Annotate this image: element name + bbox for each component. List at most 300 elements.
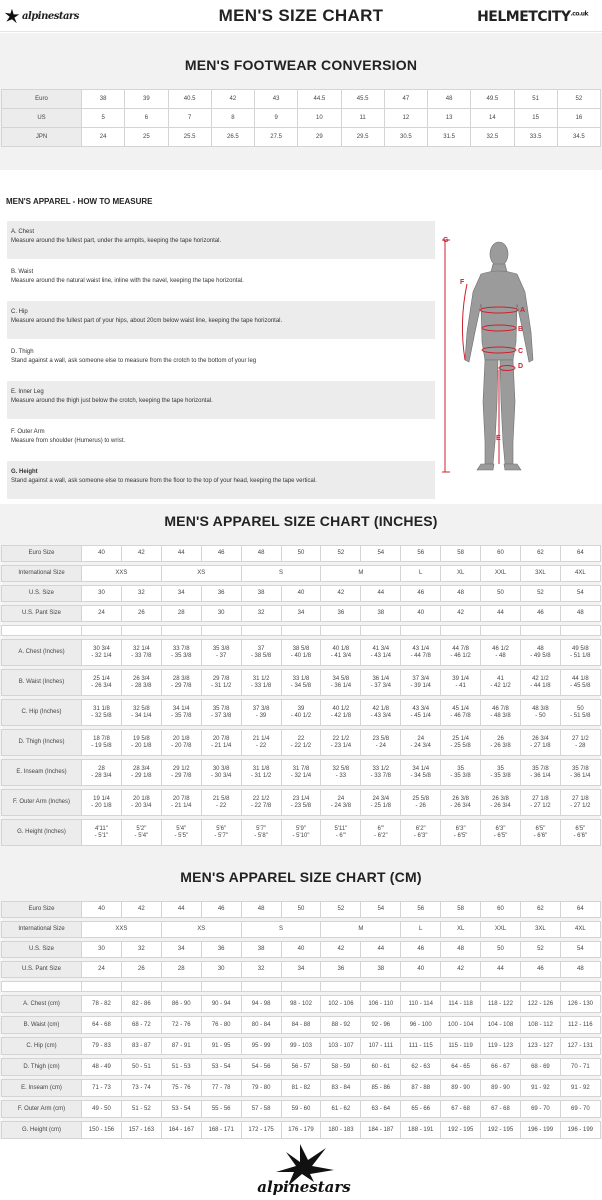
table-cell: [161, 760, 201, 786]
table-cell: 29: [298, 128, 341, 147]
range-end: - 20 3/4: [131, 802, 152, 809]
range-start: 40 1/2: [332, 705, 350, 712]
table-cell: [401, 730, 441, 756]
range-end: - 5'8": [254, 832, 268, 839]
range-start: 45 1/4: [452, 705, 469, 712]
range-start: 28 3/8: [172, 675, 190, 682]
row-header: F. Outer Arm (Inches): [2, 790, 82, 816]
row-header: B. Waist (cm): [2, 1017, 82, 1034]
measure-item-desc: Stand against a wall, ask someone else to measure from the crotch to the bottom of your leg: [11, 358, 257, 364]
table-cell: 30: [201, 606, 241, 622]
table-cell: 11: [341, 109, 384, 128]
table-cell: [241, 670, 281, 696]
table-cell: [321, 700, 361, 726]
table-cell: 50 - 51: [121, 1059, 161, 1076]
range-end: - 24 3/8: [330, 802, 352, 809]
range-start: 35 3/8: [212, 645, 230, 652]
range-end: - 5'10": [292, 832, 310, 839]
table-cell: [241, 790, 281, 816]
table-cell: 36: [201, 586, 241, 602]
table-cell: [281, 730, 321, 756]
range-end: - 33: [335, 772, 347, 779]
range-start: 48: [537, 645, 544, 652]
range-start: 46 1/2: [492, 645, 509, 652]
table-cell: 115 - 119: [441, 1038, 481, 1055]
range-start: 28 3/4: [133, 765, 150, 772]
table-cell: [201, 820, 241, 846]
table-cell: 126 - 130: [560, 996, 600, 1013]
cm-title: MEN'S APPAREL SIZE CHART (CM): [180, 869, 422, 885]
table-cell: 60 - 61: [361, 1059, 401, 1076]
range-start: 20 1/8: [133, 795, 150, 802]
row-header: C. Hip (Inches): [2, 700, 82, 726]
table-cell: 87 - 91: [161, 1038, 201, 1055]
table-cell: 70 - 71: [560, 1059, 600, 1076]
range-end: - 37 3/8: [210, 712, 232, 719]
table-cell: [520, 700, 560, 726]
row-header: E. Inseam (Inches): [2, 760, 82, 786]
table-cell: 54: [560, 586, 600, 602]
table-cell: 103 - 107: [321, 1038, 361, 1055]
empty-cell: [121, 982, 161, 992]
range-start: 5'6": [216, 825, 227, 832]
table-cell: 52: [557, 90, 600, 109]
table-cell: [441, 820, 481, 846]
range-start: 35 7/8: [212, 705, 230, 712]
table-cell: [361, 670, 401, 696]
table-row: [2, 586, 601, 602]
table-cell: 127 - 131: [560, 1038, 600, 1055]
range-start: 24: [417, 735, 425, 742]
range-end: - 40 1/2: [290, 712, 312, 719]
table-cell: 68 - 72: [121, 1017, 161, 1034]
table-cell: 30: [201, 962, 241, 978]
range-end: - 20 1/8: [131, 742, 152, 749]
range-start: 26 3/4: [532, 735, 549, 742]
table-cell: 58 - 59: [321, 1059, 361, 1076]
table-cell: 4XL: [560, 566, 600, 582]
range-end: - 35 3/8: [450, 772, 471, 779]
range-end: - 6'6": [533, 832, 548, 839]
range-end: - 28 3/4: [91, 772, 112, 779]
table-cell: 99 - 103: [281, 1038, 321, 1055]
table-row: [2, 546, 601, 562]
table-cell: 38: [82, 90, 125, 109]
table-cell: [560, 790, 600, 816]
table-cell: [321, 790, 361, 816]
footer-wordmark: alpinestars: [257, 1178, 351, 1196]
table-cell: 94 - 98: [241, 996, 281, 1013]
figure-label-c: C: [518, 348, 524, 355]
range-start: 34 5/8: [332, 675, 350, 682]
range-end: - 22 7/8: [250, 802, 272, 809]
table-cell: 48: [441, 942, 481, 958]
table-cell: 12: [384, 109, 427, 128]
table-cell: S: [241, 922, 321, 938]
range-end: - 37 3/4: [370, 682, 391, 689]
table-cell: 36: [321, 606, 361, 622]
table-cell: 86 - 90: [161, 996, 201, 1013]
table-cell: 15: [514, 109, 557, 128]
table-cell: 192 - 195: [441, 1122, 481, 1139]
table-cell: 64 - 68: [82, 1017, 122, 1034]
range-start: 6'3": [495, 825, 506, 832]
table-cell: [481, 700, 521, 726]
page-title: MEN'S SIZE CHART: [218, 6, 384, 25]
range-end: - 21 1/4: [210, 742, 232, 749]
table-cell: 6: [125, 109, 168, 128]
empty-cell: [520, 626, 560, 636]
table-cell: 49.5: [471, 90, 514, 109]
table-cell: 58: [441, 902, 481, 918]
table-cell: 80 - 84: [241, 1017, 281, 1034]
range-start: 23 5/8: [372, 735, 390, 742]
table-row: [2, 962, 601, 978]
table-cell: 30: [82, 586, 122, 602]
table-cell: 14: [471, 109, 514, 128]
table-cell: 176 - 179: [281, 1122, 321, 1139]
table-cell: [281, 820, 321, 846]
table-cell: [241, 760, 281, 786]
range-start: 31 1/2: [252, 675, 270, 682]
figure-label-e: E: [496, 435, 501, 442]
measure-item-title: B. Waist: [11, 269, 34, 275]
table-cell: 95 - 99: [241, 1038, 281, 1055]
table-row: [2, 90, 601, 109]
range-start: 26 3/8: [452, 795, 469, 802]
table-cell: [161, 730, 201, 756]
range-end: - 43 1/4: [370, 652, 391, 659]
range-start: 31 1/8: [93, 705, 110, 712]
measure-item-title: F. Outer Arm: [11, 429, 45, 435]
range-start: 25 5/8: [412, 795, 430, 802]
table-cell: L: [401, 566, 441, 582]
table-cell: [121, 820, 161, 846]
table-cell: 62 - 63: [401, 1059, 441, 1076]
table-cell: 10: [298, 109, 341, 128]
measure-item-title: D. Thigh: [11, 349, 34, 355]
table-cell: [82, 730, 122, 756]
measure-item-title: A. Chest: [11, 229, 35, 235]
table-cell: 56: [401, 546, 441, 562]
range-end: - 33 1/8: [250, 682, 272, 689]
table-cell: [401, 790, 441, 816]
range-end: - 45 1/4: [410, 712, 431, 719]
row-header: G. Height (Inches): [2, 820, 82, 846]
table-row: [2, 700, 601, 726]
figure-label-b: B: [518, 326, 524, 333]
table-cell: [441, 760, 481, 786]
range-start: 20 7/8: [172, 795, 190, 802]
table-cell: 114 - 118: [441, 996, 481, 1013]
table-cell: 91 - 92: [560, 1080, 600, 1097]
table-cell: [481, 730, 521, 756]
range-end: - 26 3/8: [490, 742, 511, 749]
table-cell: [281, 700, 321, 726]
range-end: - 42 1/2: [490, 682, 511, 689]
table-cell: 91 - 95: [201, 1038, 241, 1055]
range-end: - 20 1/8: [91, 802, 112, 809]
table-cell: 106 - 110: [361, 996, 401, 1013]
range-start: 37: [257, 645, 265, 652]
table-row: [2, 820, 601, 846]
table-cell: 69 - 70: [520, 1101, 560, 1118]
range-start: 41: [497, 675, 504, 682]
table-cell: [82, 700, 122, 726]
empty-cell: [2, 626, 82, 636]
range-start: 4'11": [95, 825, 108, 832]
range-end: - 28 3/8: [131, 682, 152, 689]
range-start: 35: [497, 765, 504, 772]
range-start: 21 1/4: [252, 735, 270, 742]
range-start: 44 1/8: [571, 675, 589, 682]
row-header: D. Thigh (cm): [2, 1059, 82, 1076]
helmetcity-tld: .co.uk: [570, 10, 588, 18]
empty-cell: [281, 626, 321, 636]
table-cell: 184 - 187: [361, 1122, 401, 1139]
range-end: - 37: [216, 652, 227, 659]
range-start: 35: [457, 765, 464, 772]
range-start: 42 1/2: [532, 675, 549, 682]
footwear-title: MEN'S FOOTWEAR CONVERSION: [184, 57, 418, 73]
row-header: U.S. Size: [2, 942, 82, 958]
table-row: [2, 760, 601, 786]
table-cell: 54: [560, 942, 600, 958]
table-cell: [560, 670, 600, 696]
table-cell: [560, 730, 600, 756]
empty-cell: [401, 982, 441, 992]
table-cell: [281, 640, 321, 666]
table-cell: 30: [82, 942, 122, 958]
range-start: 6'5": [535, 825, 546, 832]
row-header: U.S. Pant Size: [2, 962, 82, 978]
table-cell: [361, 700, 401, 726]
range-start: 31 1/8: [252, 765, 270, 772]
table-cell: 44: [481, 606, 521, 622]
table-cell: 46: [401, 942, 441, 958]
range-start: 5'11": [334, 825, 348, 832]
table-cell: 77 - 78: [201, 1080, 241, 1097]
table-cell: 66 - 67: [481, 1059, 521, 1076]
table-cell: 89 - 90: [481, 1080, 521, 1097]
table-cell: 48: [241, 546, 281, 562]
table-cell: [201, 670, 241, 696]
table-cell: 52: [520, 942, 560, 958]
table-cell: 96 - 100: [401, 1017, 441, 1034]
table-cell: 85 - 86: [361, 1080, 401, 1097]
range-end: - 26 3/4: [91, 682, 112, 689]
range-start: 6'3": [455, 825, 466, 832]
range-start: 49 5/8: [571, 645, 589, 652]
range-start: 31 7/8: [292, 765, 310, 772]
table-cell: 25.5: [168, 128, 211, 147]
table-cell: [441, 670, 481, 696]
range-start: 46 7/8: [492, 705, 509, 712]
table-cell: 4XL: [560, 922, 600, 938]
range-end: - 19 5/8: [91, 742, 112, 749]
table-cell: 111 - 115: [401, 1038, 441, 1055]
range-end: - 5'7": [214, 832, 228, 839]
table-cell: [321, 640, 361, 666]
range-end: - 23 5/8: [290, 802, 312, 809]
table-cell: [401, 760, 441, 786]
table-cell: 24: [82, 606, 122, 622]
range-end: - 6'3": [413, 832, 428, 839]
table-cell: 82 - 86: [121, 996, 161, 1013]
figure-label-d: D: [518, 363, 524, 370]
table-row: [2, 790, 601, 816]
row-header: International Size: [2, 566, 82, 582]
range-start: 18 7/8: [93, 735, 110, 742]
table-cell: 79 - 83: [82, 1038, 122, 1055]
table-cell: [361, 760, 401, 786]
table-cell: 56 - 57: [281, 1059, 321, 1076]
table-cell: 38: [361, 606, 401, 622]
table-cell: 38: [241, 942, 281, 958]
figure-label-a: A: [520, 307, 526, 314]
range-start: 35 7/8: [532, 765, 549, 772]
range-end: - 35 7/8: [171, 712, 192, 719]
range-end: - 32 1/4: [290, 772, 312, 779]
table-cell: [321, 760, 361, 786]
range-end: - 32 1/4: [91, 652, 112, 659]
range-start: 24 3/4: [372, 795, 390, 802]
table-cell: 42: [121, 546, 161, 562]
table-cell: XL: [441, 922, 481, 938]
range-start: 22 1/2: [252, 795, 270, 802]
table-cell: 38: [241, 586, 281, 602]
table-cell: 43: [255, 90, 298, 109]
range-start: 22: [297, 735, 305, 742]
table-cell: [560, 820, 600, 846]
row-header: International Size: [2, 922, 82, 938]
range-start: 34 1/4: [412, 765, 430, 772]
table-cell: 51 - 52: [121, 1101, 161, 1118]
measure-item: [7, 341, 435, 379]
row-header: U.S. Pant Size: [2, 606, 82, 622]
table-cell: 196 - 199: [520, 1122, 560, 1139]
range-end: - 27 1/2: [570, 802, 591, 809]
range-end: - 40 1/8: [290, 652, 312, 659]
table-cell: [361, 790, 401, 816]
table-cell: 44: [361, 942, 401, 958]
range-start: 27 1/8: [571, 795, 589, 802]
table-cell: 42: [121, 902, 161, 918]
table-cell: 27.5: [255, 128, 298, 147]
range-start: 38 5/8: [292, 645, 310, 652]
table-cell: 46: [520, 606, 560, 622]
range-end: - 36 1/4: [530, 772, 551, 779]
table-cell: 40: [82, 902, 122, 918]
row-header: C. Hip (cm): [2, 1038, 82, 1055]
table-cell: XXL: [481, 922, 521, 938]
table-cell: 62: [520, 902, 560, 918]
range-start: 30 3/4: [93, 645, 110, 652]
table-row: [2, 1080, 601, 1097]
range-end: - 22: [216, 802, 227, 809]
table-row: [2, 1122, 601, 1139]
range-start: 5'4": [176, 825, 187, 832]
range-start: 19 5/8: [133, 735, 150, 742]
table-cell: 34: [161, 586, 201, 602]
table-cell: 122 - 126: [520, 996, 560, 1013]
range-start: 27 1/8: [532, 795, 549, 802]
table-cell: [161, 640, 201, 666]
table-cell: [161, 820, 201, 846]
table-cell: [441, 700, 481, 726]
range-end: - 6'2": [373, 832, 388, 839]
range-start: 42 1/8: [372, 705, 390, 712]
table-cell: 48: [560, 962, 600, 978]
table-cell: 40: [281, 942, 321, 958]
table-cell: [481, 760, 521, 786]
helmetcity-wordmark: HELMETCITY: [477, 9, 571, 25]
table-cell: 91 - 92: [520, 1080, 560, 1097]
table-cell: 48: [428, 90, 471, 109]
table-cell: 26.5: [211, 128, 254, 147]
empty-cell: [161, 982, 201, 992]
table-cell: [281, 790, 321, 816]
table-cell: 48: [441, 586, 481, 602]
table-cell: 44: [361, 586, 401, 602]
table-cell: XXS: [82, 922, 162, 938]
range-start: 41 3/4: [372, 645, 390, 652]
table-cell: [82, 760, 122, 786]
range-start: 39: [297, 705, 305, 712]
table-cell: 48 - 49: [82, 1059, 122, 1076]
table-cell: [241, 820, 281, 846]
table-cell: [201, 790, 241, 816]
empty-cell: [321, 626, 361, 636]
range-start: 36 1/4: [372, 675, 390, 682]
empty-cell: [441, 626, 481, 636]
table-cell: 98 - 102: [281, 996, 321, 1013]
measure-item: [7, 421, 435, 459]
range-start: 50: [576, 705, 584, 712]
range-end: - 6'": [335, 832, 347, 839]
table-cell: [441, 640, 481, 666]
table-row: [2, 606, 601, 622]
footer-alpinestars-logo: [248, 1142, 360, 1196]
table-cell: 34: [161, 942, 201, 958]
table-row: [2, 626, 601, 636]
table-cell: 50: [281, 546, 321, 562]
measure-item-desc: Measure from shoulder (Humerus) to wrist.: [11, 438, 126, 444]
table-row: [2, 982, 601, 992]
table-cell: [321, 670, 361, 696]
table-cell: M: [321, 566, 401, 582]
table-cell: [82, 640, 122, 666]
table-cell: 63 - 64: [361, 1101, 401, 1118]
range-end: - 39 1/4: [410, 682, 431, 689]
empty-cell: [161, 626, 201, 636]
table-cell: 46: [401, 586, 441, 602]
table-cell: [82, 670, 122, 696]
range-end: - 41 3/4: [330, 652, 352, 659]
inches-title: MEN'S APPAREL SIZE CHART (INCHES): [164, 513, 438, 529]
range-start: 26: [497, 735, 504, 742]
table-cell: [560, 700, 600, 726]
table-cell: 8: [211, 109, 254, 128]
table-cell: 32: [121, 586, 161, 602]
table-cell: 50: [481, 942, 521, 958]
range-end: - 29 7/8: [171, 772, 192, 779]
range-end: - 46 1/2: [450, 652, 471, 659]
table-row: [2, 670, 601, 696]
range-end: - 24 3/4: [410, 742, 431, 749]
empty-cell: [481, 626, 521, 636]
table-cell: 36: [321, 962, 361, 978]
